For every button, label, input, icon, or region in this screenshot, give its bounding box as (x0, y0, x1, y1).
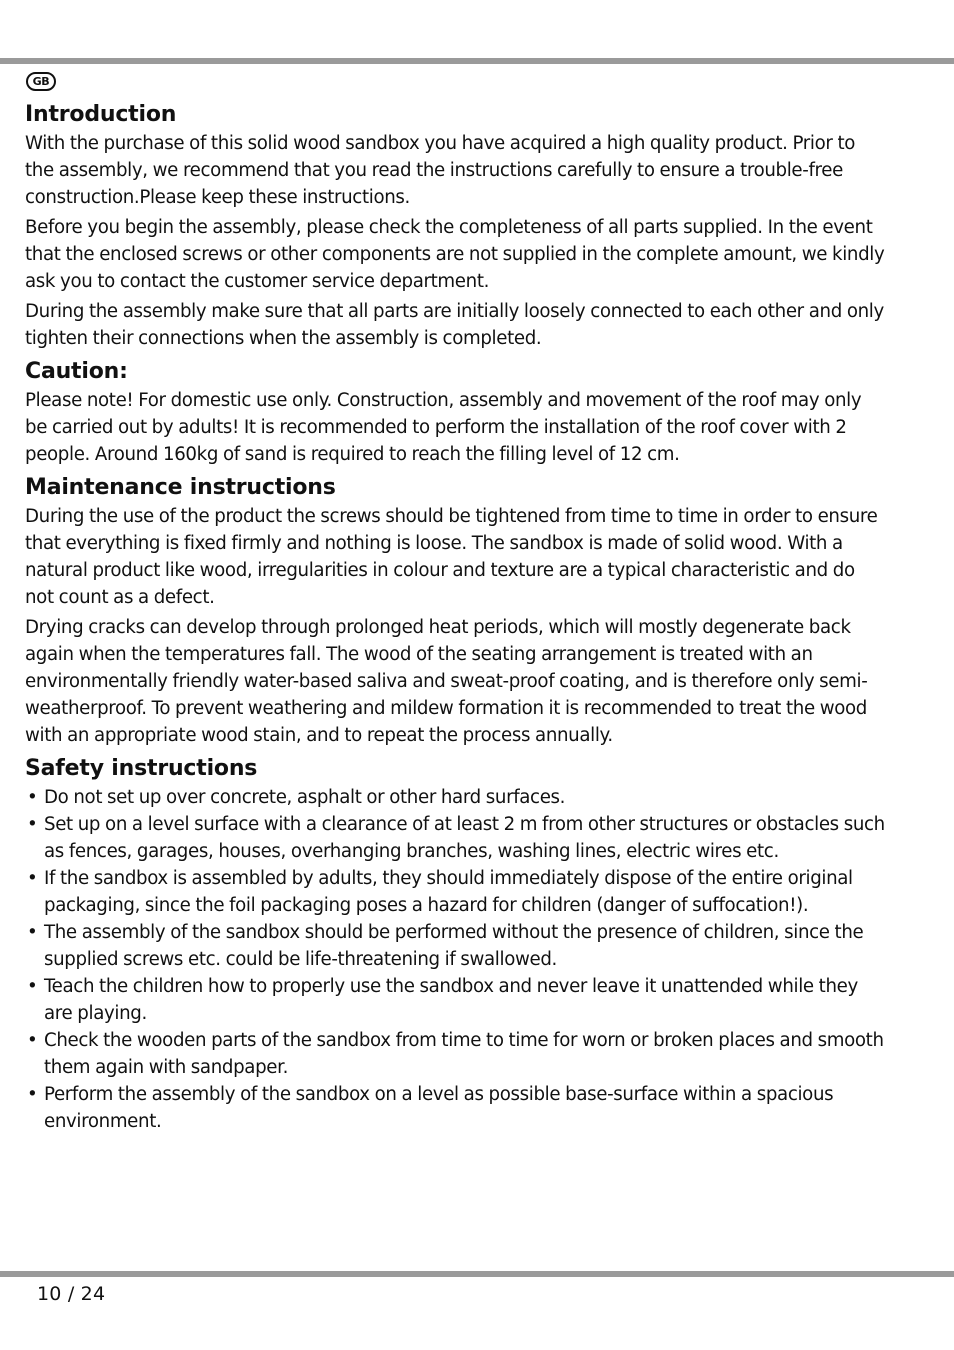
list-item (25, 1027, 887, 1081)
list-item-text: The assembly of the sandbox should be performed without the presence of children, since the supplied screws etc. could be life-threatening if swallowed. (44, 922, 864, 970)
maintenance-section (25, 473, 887, 749)
maintenance-paragraph: During the use of the product the screws should be tightened from time to time in order to ensure that everything is fixed firmly and nothing is loose. The sandbox is made of solid wood. With a natural product like wood, irregularities in colour and texture are a typical characteristic and do not count as a defect. (25, 506, 878, 608)
introduction-heading: Introduction (25, 102, 177, 127)
bullet-icon: • (27, 1030, 38, 1051)
introduction-paragraph: Before you begin the assembly, please check the completeness of all parts supplied. In the event that the enclosed screws or other components are not supplied in the complete amount, we kindly ask you to contact the customer service department. (25, 217, 885, 292)
top-divider (0, 58, 954, 64)
maintenance-paragraph: Drying cracks can develop through prolonged heat periods, which will mostly degenerate back again when the temperatures fall. The wood of the seating arrangement is treated with an environmentally friendly water-based saliva and sweat-proof coating, and is therefore only semi-weatherproof. To prevent weathering and mildew formation it is recommended to treat the wood with an appropriate wood stain, and to repeat the process annually. (25, 617, 868, 746)
list-item (25, 919, 887, 973)
document-body (25, 100, 887, 1140)
introduction-section (25, 100, 887, 352)
introduction-paragraph: During the assembly make sure that all parts are initially loosely connected to each other and only tighten their connections when the assembly is completed. (25, 301, 884, 349)
bullet-icon: • (27, 922, 38, 943)
list-item (25, 784, 887, 811)
bullet-icon: • (27, 814, 38, 835)
maintenance-heading: Maintenance instructions (25, 475, 336, 500)
safety-heading: Safety instructions (25, 756, 258, 781)
list-item (25, 865, 887, 919)
bullet-icon: • (27, 868, 38, 889)
introduction-paragraph: With the purchase of this solid wood sandbox you have acquired a high quality product. Prior to the assembly, we recommend that you read the instructions carefully to ensure a trouble-free construction.Please keep these instructions. (25, 133, 856, 208)
safety-list (25, 784, 887, 1135)
caution-section (25, 357, 887, 468)
bullet-icon: • (27, 976, 38, 997)
caution-paragraph: Please note! For domestic use only. Construction, assembly and movement of the roof may only be carried out by adults! It is recommended to perform the installation of the roof cover with 2 people. Around 160kg of sand is required to reach the filling level of 12 cm. (25, 390, 862, 465)
list-item-text: Perform the assembly of the sandbox on a level as possible base-surface within a spacious environment. (44, 1084, 834, 1132)
list-item-text: Check the wooden parts of the sandbox from time to time for worn or broken places and smooth them again with sandpaper. (44, 1030, 884, 1078)
safety-section (25, 754, 887, 1135)
list-item-text: Do not set up over concrete, asphalt or other hard surfaces. (44, 787, 566, 808)
bullet-icon: • (27, 1084, 38, 1105)
list-item-text: If the sandbox is assembled by adults, they should immediately dispose of the entire original packaging, since the foil packaging poses a hazard for children (danger of suffocation!). (44, 868, 853, 916)
caution-heading: Caution: (25, 359, 128, 384)
list-item (25, 973, 887, 1027)
bullet-icon: • (27, 787, 38, 808)
list-item-text: Set up on a level surface with a clearance of at least 2 m from other structures or obstacles such as fences, garages, houses, overhanging branches, washing lines, electric wires etc. (44, 814, 885, 862)
list-item-text: Teach the children how to properly use the sandbox and never leave it unattended while they are playing. (44, 976, 858, 1024)
page-number: 10 / 24 (37, 1283, 106, 1305)
list-item (25, 1081, 887, 1135)
language-badge: GB (26, 72, 56, 91)
list-item (25, 811, 887, 865)
bottom-divider (0, 1271, 954, 1277)
